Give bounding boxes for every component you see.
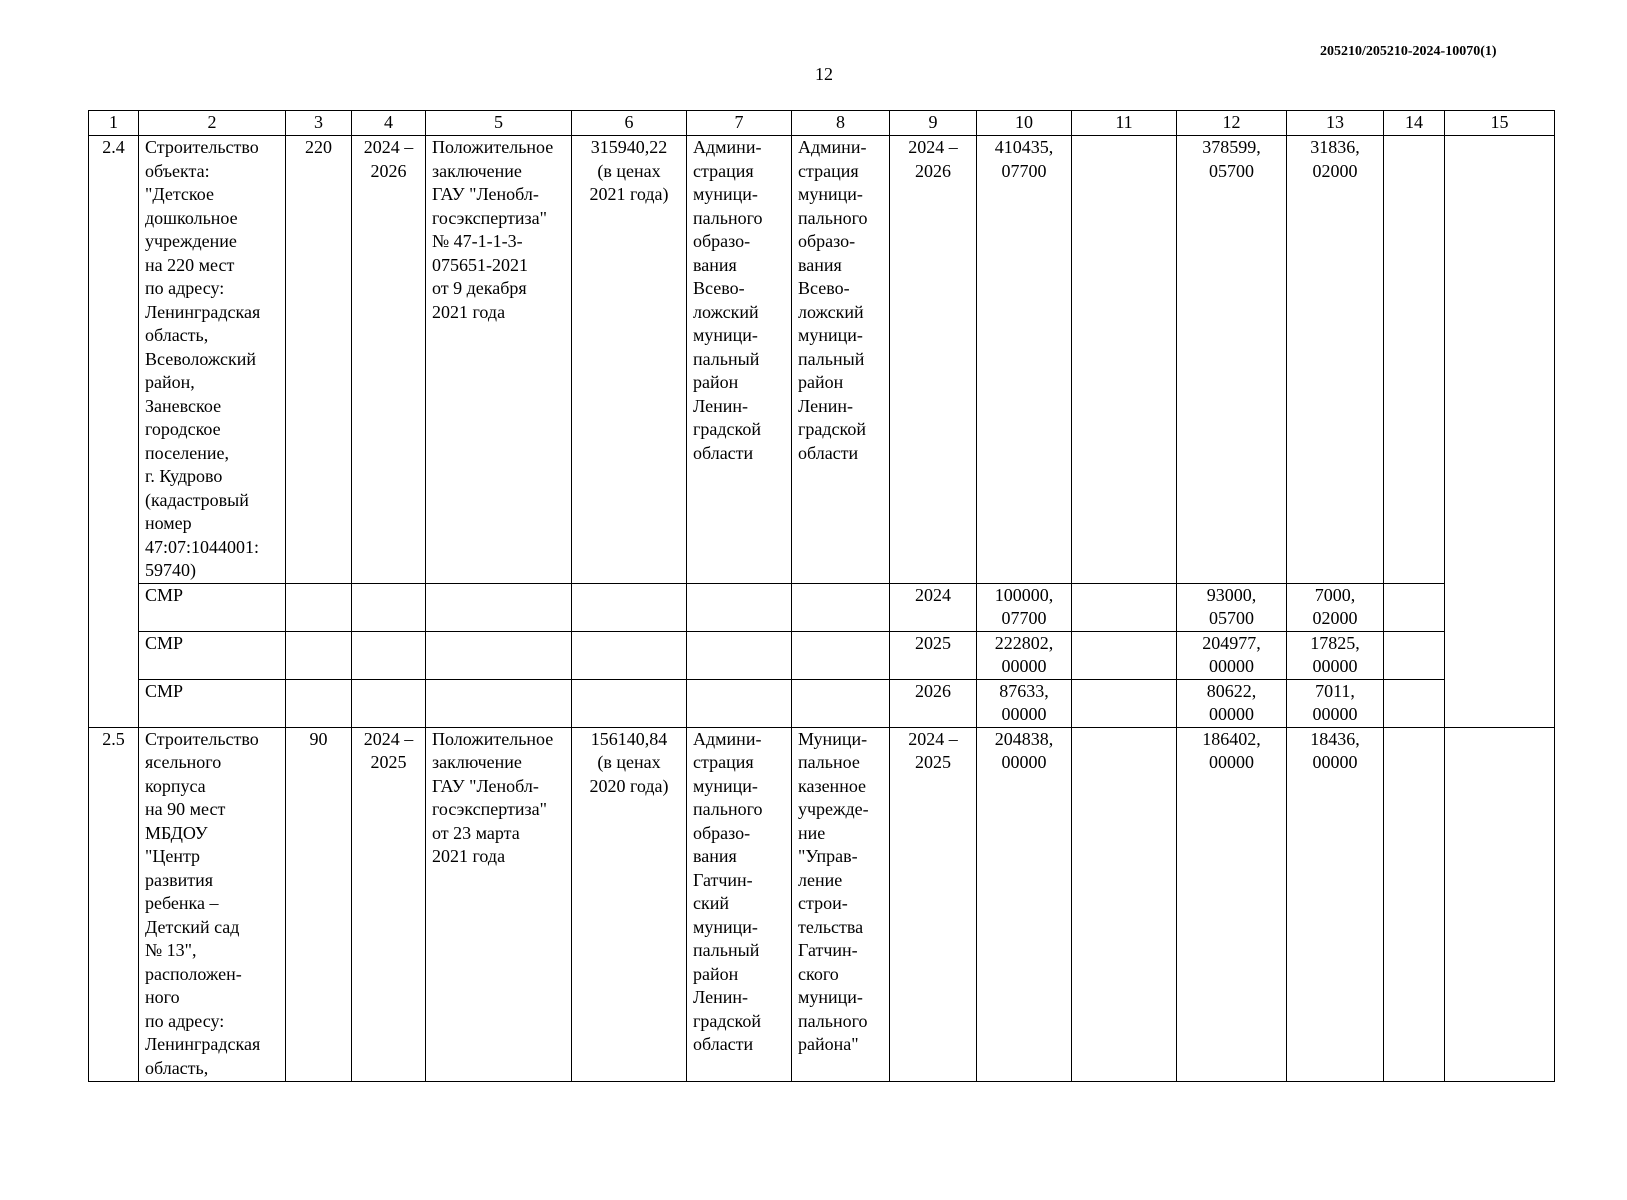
column-number-row — [89, 111, 1555, 136]
work-type: СМР — [139, 631, 286, 679]
column-header: 10 — [977, 111, 1072, 136]
table-row — [89, 136, 1555, 584]
investment-table — [88, 110, 1555, 1082]
table-subrow — [89, 679, 1555, 727]
developer-cell: Админи- страция муници- пального образо- вания Всево- ложский муници- пальный район Ленин- градской области — [792, 136, 890, 584]
empty-cell — [1072, 583, 1177, 631]
empty-cell — [426, 583, 572, 631]
period-cell: 2024 – 2026 — [352, 136, 426, 584]
total-cell: 100000, 07700 — [977, 583, 1072, 631]
cost-cell: 156140,84 (в ценах 2020 года) — [572, 727, 687, 1081]
table-subrow — [89, 631, 1555, 679]
total-cell: 410435, 07700 — [977, 136, 1072, 584]
work-type: СМР — [139, 583, 286, 631]
years-cell: 2026 — [890, 679, 977, 727]
col13-cell: 18436, 00000 — [1287, 727, 1384, 1081]
column-header: 9 — [890, 111, 977, 136]
empty-cell — [286, 631, 352, 679]
column-header: 7 — [687, 111, 792, 136]
cost-cell: 315940,22 (в ценах 2021 года) — [572, 136, 687, 584]
empty-cell — [1384, 583, 1445, 631]
row-number: 2.5 — [89, 727, 139, 1081]
column-header: 11 — [1072, 111, 1177, 136]
column-header: 4 — [352, 111, 426, 136]
row-number: 2.4 — [89, 136, 139, 728]
empty-cell — [572, 583, 687, 631]
empty-cell — [792, 583, 890, 631]
years-cell: 2024 – 2026 — [890, 136, 977, 584]
object-name: Строительство объекта: "Детское дошкольное учреждение на 220 мест по адресу: Ленинградская область, Всеволожский район, Заневское городское поселение, г. Кудрово (кадастровый номер 47:07:1044001: 59740) — [139, 136, 286, 584]
column-header: 2 — [139, 111, 286, 136]
total-cell: 204838, 00000 — [977, 727, 1072, 1081]
total-cell: 222802, 00000 — [977, 631, 1072, 679]
table-subrow — [89, 583, 1555, 631]
empty-cell — [572, 631, 687, 679]
total-cell: 87633, 00000 — [977, 679, 1072, 727]
col15-cell — [1445, 136, 1555, 728]
page-number: 12 — [815, 64, 833, 84]
empty-cell — [352, 679, 426, 727]
object-name: Строительство ясельного корпуса на 90 мест МБДОУ "Центр развития ребенка – Детский сад № 13", расположен- ного по адресу: Ленинградская область, — [139, 727, 286, 1081]
empty-cell — [687, 631, 792, 679]
col11-cell — [1072, 136, 1177, 584]
work-type: СМР — [139, 679, 286, 727]
customer-cell: Админи- страция муници- пального образо- вания Всево- ложский муници- пальный район Ленин- градской области — [687, 136, 792, 584]
column-header: 15 — [1445, 111, 1555, 136]
empty-cell — [792, 631, 890, 679]
empty-cell — [286, 679, 352, 727]
empty-cell — [687, 679, 792, 727]
developer-cell: Муници- пальное казенное учрежде- ние "Управ- ление строи- тельства Гатчин- ского муници- пального района" — [792, 727, 890, 1081]
period-cell: 2024 – 2025 — [352, 727, 426, 1081]
column-header: 14 — [1384, 111, 1445, 136]
capacity-cell: 220 — [286, 136, 352, 584]
column-header: 6 — [572, 111, 687, 136]
column-header: 3 — [286, 111, 352, 136]
empty-cell — [352, 631, 426, 679]
empty-cell — [1384, 631, 1445, 679]
col13-cell: 17825, 00000 — [1287, 631, 1384, 679]
empty-cell — [286, 583, 352, 631]
document-id: 205210/205210-2024-10070(1) — [1320, 44, 1497, 59]
column-header: 8 — [792, 111, 890, 136]
col12-cell: 93000, 05700 — [1177, 583, 1287, 631]
col11-cell — [1072, 727, 1177, 1081]
capacity-cell: 90 — [286, 727, 352, 1081]
col12-cell: 80622, 00000 — [1177, 679, 1287, 727]
empty-cell — [1072, 631, 1177, 679]
years-cell: 2024 — [890, 583, 977, 631]
col13-cell: 31836, 02000 — [1287, 136, 1384, 584]
expertise-cell: Положительное заключение ГАУ "Ленобл- госэкспертиза" № 47-1-1-3- 075651-2021 от 9 декабря 2021 года — [426, 136, 572, 584]
empty-cell — [1384, 679, 1445, 727]
col12-cell: 204977, 00000 — [1177, 631, 1287, 679]
col14-cell — [1384, 136, 1445, 584]
col12-cell: 378599, 05700 — [1177, 136, 1287, 584]
column-header: 1 — [89, 111, 139, 136]
years-cell: 2025 — [890, 631, 977, 679]
col12-cell: 186402, 00000 — [1177, 727, 1287, 1081]
table-row — [89, 727, 1555, 1081]
column-header: 13 — [1287, 111, 1384, 136]
years-cell: 2024 – 2025 — [890, 727, 977, 1081]
empty-cell — [426, 631, 572, 679]
col15-cell — [1445, 727, 1555, 1081]
col13-cell: 7011, 00000 — [1287, 679, 1384, 727]
col13-cell: 7000, 02000 — [1287, 583, 1384, 631]
column-header: 5 — [426, 111, 572, 136]
empty-cell — [352, 583, 426, 631]
expertise-cell: Положительное заключение ГАУ "Ленобл- госэкспертиза" от 23 марта 2021 года — [426, 727, 572, 1081]
column-header: 12 — [1177, 111, 1287, 136]
empty-cell — [426, 679, 572, 727]
empty-cell — [792, 679, 890, 727]
empty-cell — [687, 583, 792, 631]
empty-cell — [572, 679, 687, 727]
col14-cell — [1384, 727, 1445, 1081]
customer-cell: Админи- страция муници- пального образо- вания Гатчин- ский муници- пальный район Ленин- градской области — [687, 727, 792, 1081]
empty-cell — [1072, 679, 1177, 727]
